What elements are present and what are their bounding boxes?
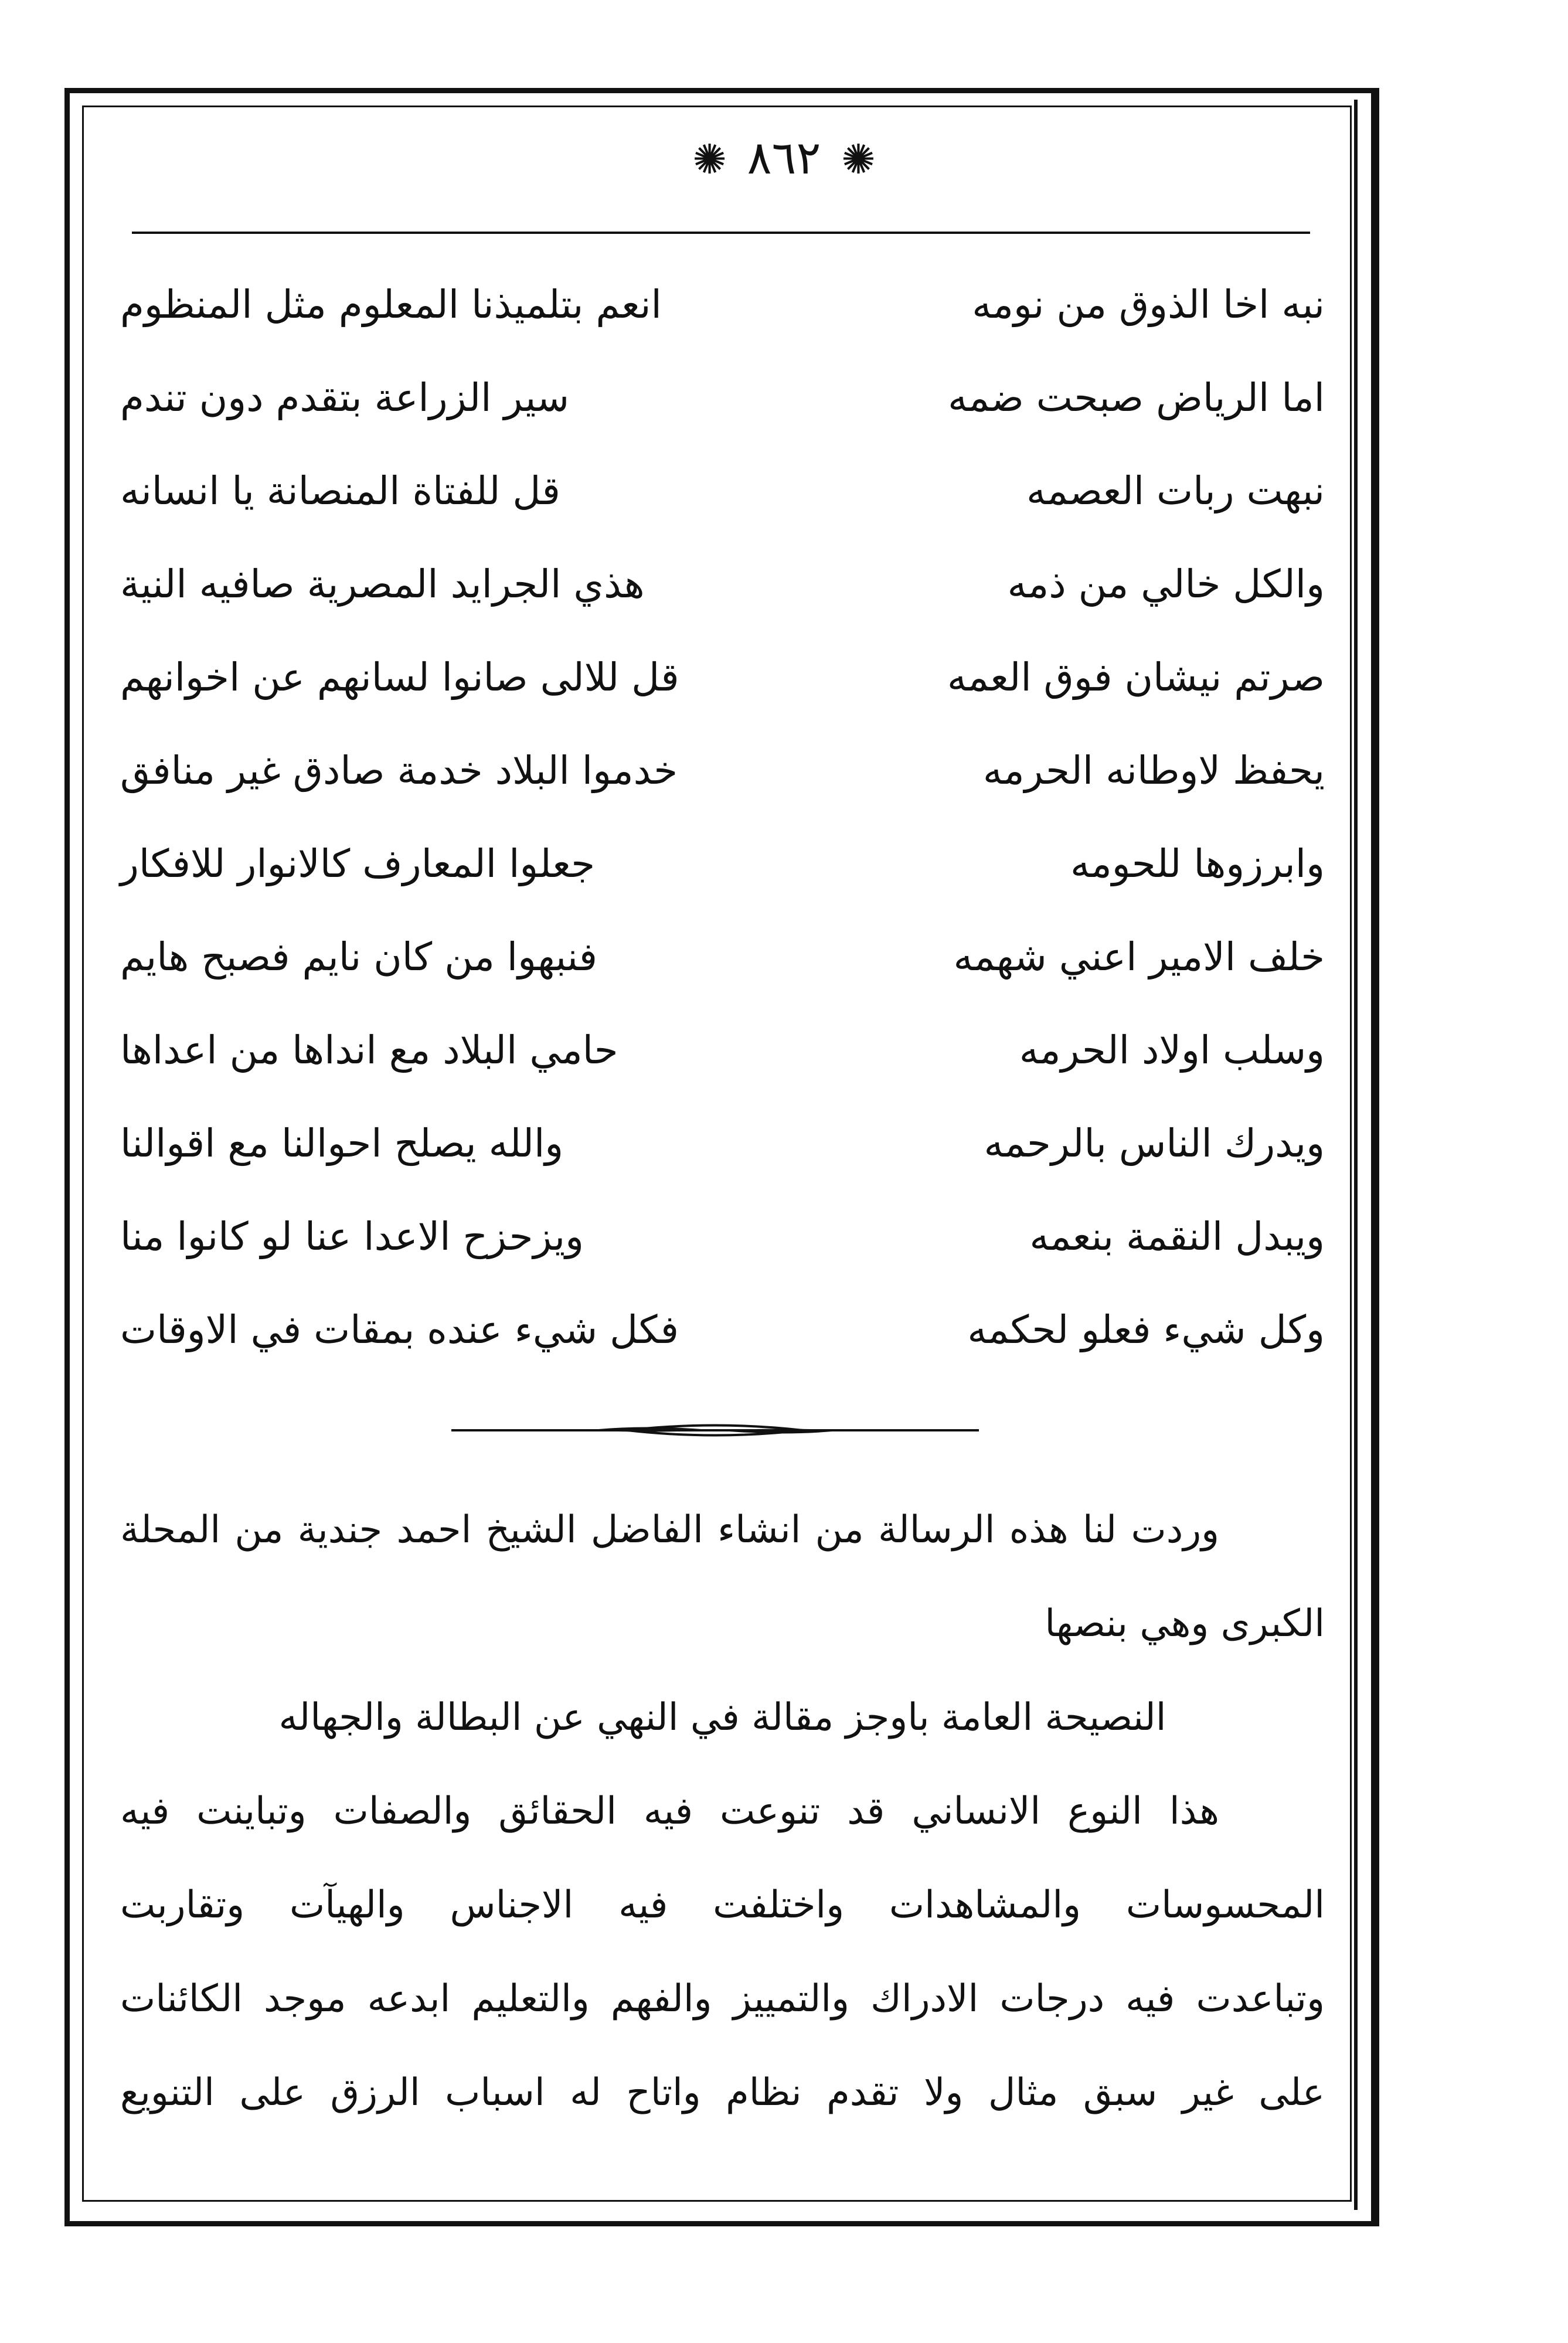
verse-first-hemistich: والكل خالي من ذمه bbox=[1007, 562, 1325, 607]
intro-line: وردت لنا هذه الرسالة من انشاء الفاضل الشيخ احمد جندية من المحلة bbox=[120, 1508, 1220, 1552]
verse-first-hemistich: وابرزوها للحومه bbox=[1070, 841, 1325, 886]
poem-verse bbox=[120, 724, 1325, 817]
poem-verse bbox=[120, 817, 1325, 910]
poem-verse bbox=[120, 1283, 1325, 1376]
poem-verse bbox=[120, 444, 1325, 538]
verse-second-hemistich: انعم بتلميذنا المعلوم مثل المنظوم bbox=[120, 282, 662, 327]
verse-second-hemistich: قل للالى صانوا لسانهم عن اخوانهم bbox=[120, 655, 679, 700]
verse-second-hemistich: فكل شيء عنده بمقات في الاوقات bbox=[120, 1307, 679, 1352]
verse-first-hemistich: وكل شيء فعلو لحكمه bbox=[967, 1307, 1325, 1352]
verse-second-hemistich: خدموا البلاد خدمة صادق غير منافق bbox=[120, 748, 678, 793]
verse-first-hemistich: نبهت ربات العصمه bbox=[1026, 468, 1325, 514]
poem bbox=[120, 258, 1325, 1378]
paragraph-line: وتباعدت فيه درجات الادراك والتمييز والفهم والتعليم ابدعه موجد الكائنات bbox=[120, 1977, 1325, 2021]
poem-verse bbox=[120, 631, 1325, 724]
verse-first-hemistich: نبه اخا الذوق من نومه bbox=[972, 282, 1325, 327]
verse-second-hemistich: جعلوا المعارف كالانوار للافكار bbox=[120, 841, 596, 886]
ornament-right-icon: ✺ bbox=[841, 135, 876, 183]
page-frame-right-rule bbox=[1354, 100, 1358, 2210]
poem-verse bbox=[120, 910, 1325, 1004]
ornament-left-icon: ✺ bbox=[692, 135, 727, 183]
verse-second-hemistich: هذي الجرايد المصرية صافيه النية bbox=[120, 562, 645, 607]
poem-verse bbox=[120, 351, 1325, 444]
letter-title: النصيحة العامة باوجز مقالة في النهي عن البطالة والجهاله bbox=[278, 1696, 1166, 1739]
page-number: ٨٦٢ bbox=[747, 132, 821, 185]
page-number-header bbox=[0, 132, 1568, 185]
letter-section bbox=[120, 1483, 1325, 2140]
section-divider-ornament bbox=[451, 1422, 979, 1439]
poem-verse bbox=[120, 1004, 1325, 1097]
verse-second-hemistich: ويزحزح الاعدا عنا لو كانوا منا bbox=[120, 1214, 584, 1259]
verse-second-hemistich: حامي البلاد مع انداها من اعداها bbox=[120, 1028, 618, 1073]
poem-verse bbox=[120, 1190, 1325, 1283]
verse-second-hemistich: سير الزراعة بتقدم دون تندم bbox=[120, 375, 570, 420]
verse-first-hemistich: صرتم نيشان فوق العمه bbox=[947, 655, 1325, 700]
poem-verse bbox=[120, 1097, 1325, 1190]
verse-first-hemistich: ويبدل النقمة بنعمه bbox=[1029, 1214, 1325, 1259]
verse-first-hemistich: خلف الامير اعني شهمه bbox=[953, 934, 1325, 980]
intro-line: الكبرى وهي بنصها bbox=[1045, 1602, 1325, 1645]
poem-verse bbox=[120, 258, 1325, 351]
header-rule bbox=[132, 232, 1310, 234]
paragraph-line: على غير سبق مثال ولا تقدم نظام واتاح له اسباب الرزق على التنويع bbox=[120, 2071, 1325, 2114]
verse-first-hemistich: يحفظ لاوطانه الحرمه bbox=[982, 748, 1325, 793]
poem-verse bbox=[120, 538, 1325, 631]
verse-first-hemistich: اما الرياض صبحت ضمه bbox=[948, 375, 1325, 420]
verse-second-hemistich: قل للفتاة المنصانة يا انسانه bbox=[120, 468, 560, 514]
paragraph-line: المحسوسات والمشاهدات واختلفت فيه الاجناس والهيآت وتقاربت bbox=[120, 1883, 1325, 1927]
verse-first-hemistich: ويدرك الناس بالرحمه bbox=[984, 1121, 1325, 1166]
paragraph-line: هذا النوع الانساني قد تنوعت فيه الحقائق والصفات وتباينت فيه bbox=[120, 1790, 1219, 1833]
verse-first-hemistich: وسلب اولاد الحرمه bbox=[1019, 1028, 1325, 1073]
verse-second-hemistich: والله يصلح احوالنا مع اقوالنا bbox=[120, 1121, 564, 1166]
verse-second-hemistich: فنبهوا من كان نايم فصبح هايم bbox=[120, 934, 598, 980]
